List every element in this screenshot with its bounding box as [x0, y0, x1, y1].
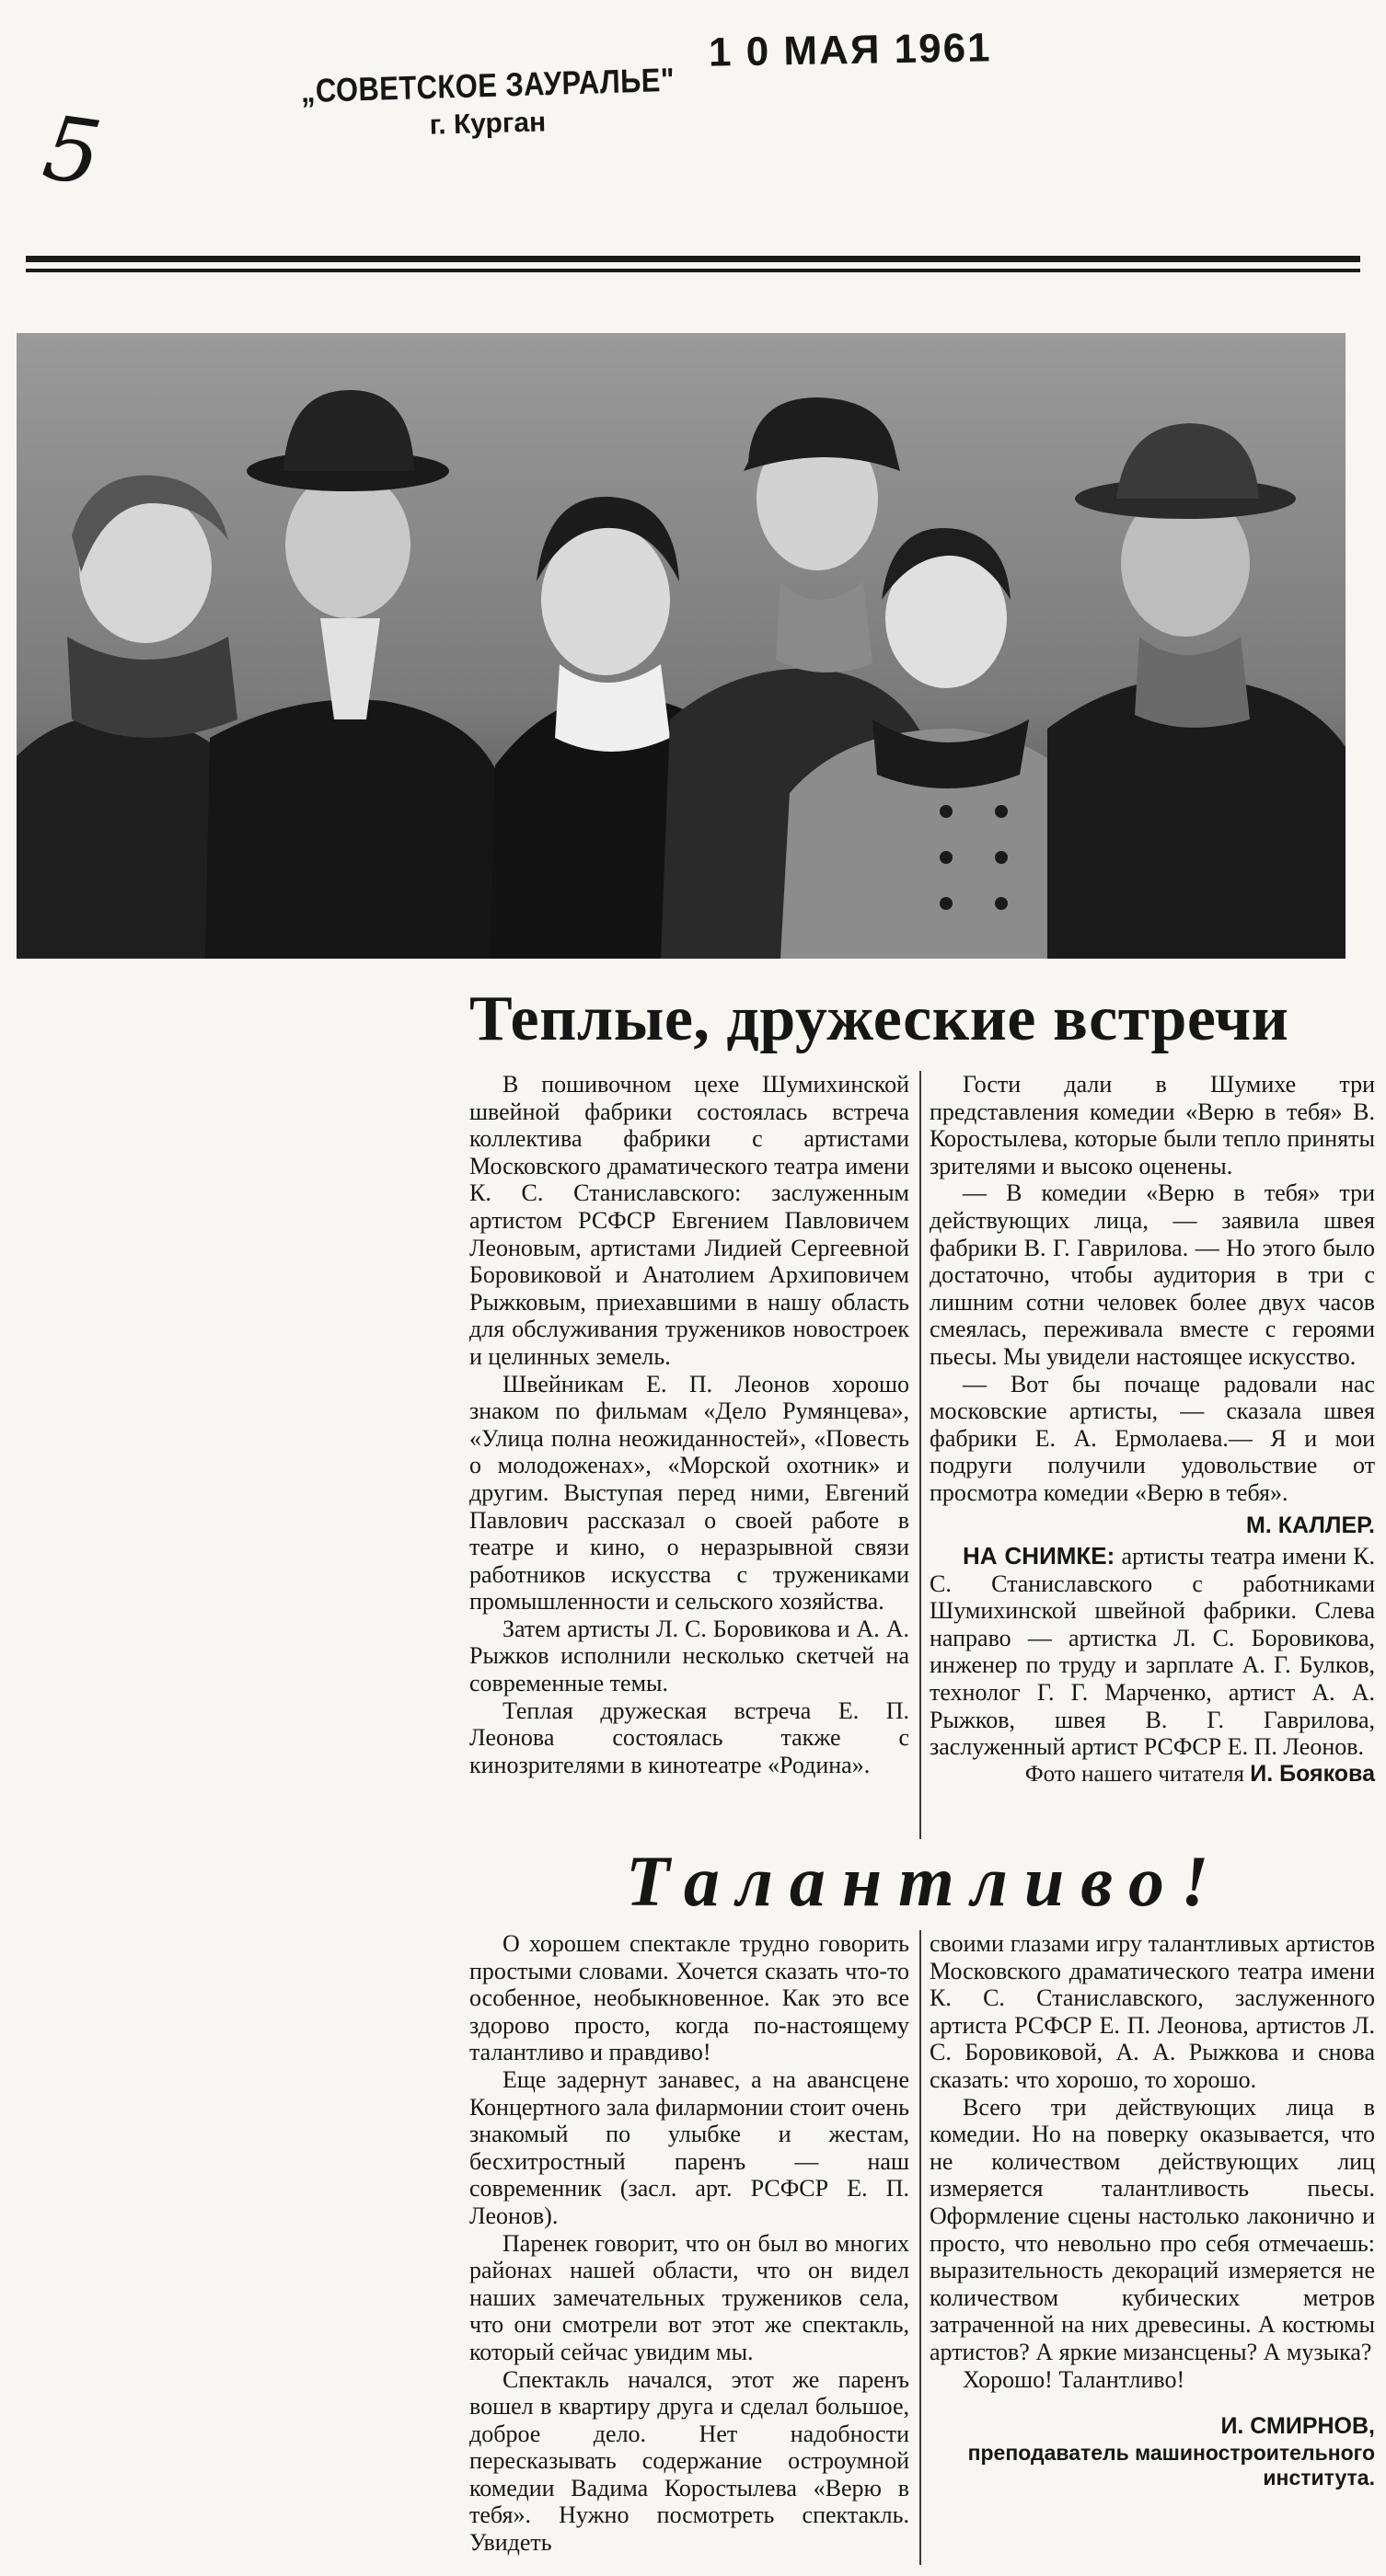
article-2-paragraph: Всего три действующих лица в комедии. Но на поверку оказывается, что не количеством действующих лиц измеряется талантливость пьесы. Оформление сцены настолько лаконично и просто, что невольно про себя отмечаешь: выразительность декораций измеряется не количеством кубических метров затраченной на них древесины. А костюмы артистов? А яркие мизансцены? А музыка? [930, 2093, 1375, 2365]
article-2-paragraph: Еще задернут занавес, а на авансцене Концертного зала филармонии стоит очень знакомый по улыбке и жестам, бесхитростный паренъ — наш современник (засл. арт. РСФСР Е. П. Леонов). [469, 2065, 909, 2229]
masthead-stamp [267, 60, 709, 141]
photo-credit-text: Фото нашего читателя [1024, 1761, 1251, 1787]
article-1-paragraph: — В комедии «Верю в тебя» три действующих лица, — заявила швея фабрики В. Г. Гаврилова. — Но этого было достаточно, чтобы аудитория в три с лишним сотни человек более двух часов смеялась, переживала вместе с героями пьесы. Мы увидели настоящее искусство. [930, 1179, 1375, 1370]
article-1-paragraph: — Вот бы почаще радовали нас московские артисты, — сказала швея фабрики Е. А. Ермолаева.— Я и мои подруги получили удовольствие от просмотра комедии «Верю в тебя». [930, 1370, 1375, 1506]
article-2-column-2 [930, 1930, 1375, 2490]
article-2-paragraph: Паренек говорит, что он был во многих районах нашей области, что он видел наших замечательных тружеников села, что они смотрели вот этот же спектакль, который сейчас увидим мы. [469, 2229, 909, 2365]
newspaper-name: „СОВЕТСКОЕ ЗАУРАЛЬЕ" [300, 60, 676, 110]
photo-credit [930, 1761, 1375, 1788]
newspaper-city: г. Курган [429, 107, 547, 141]
page-number-mark: 5 [37, 96, 108, 206]
article-2-signature: И. СМИРНОВ, [1220, 2413, 1375, 2440]
group-photo [17, 333, 1346, 959]
photo-caption [930, 1543, 1375, 1761]
article-2-column-1 [469, 1930, 909, 2557]
top-rule [26, 256, 1360, 262]
photo-credit-name: И. Боякова [1250, 1760, 1375, 1787]
article-1-column-1 [469, 1071, 909, 1778]
group-photo-illustration [17, 333, 1346, 959]
article-2-paragraph: О хорошем спектакле трудно говорить простыми словами. Хочется сказать что-то особенное, необыкновенное. Как это все здорово просто, когда по-настоящему талантливо и правдиво! [469, 1930, 909, 2066]
article-1-paragraph: Затем артисты Л. С. Боровикова и А. А. Рыжков исполнили несколько скетчей на современные темы. [469, 1615, 909, 1697]
article-1-column-2 [930, 1071, 1375, 1788]
article-1-headline: Теплые, дружеские встречи [469, 983, 1289, 1054]
article-2-paragraph: своими глазами игру талантливых артистов Московского драматического театра имени К. С. Станиславского, заслуженного артиста РСФСР Е. П. Леонова, артистов Л. С. Боровиковой, А. А. Рыжкова и снова сказать: что хорошо, то хорошо. [930, 1930, 1375, 2093]
article-1-paragraph: В пошивочном цехе Шумихинской швейной фабрики состоялась встреча коллектива фабрики с артистами Московского драматического театра имени К. С. Станиславского: заслуженным артистом РСФСР Евгением Павловичем Леоновым, артистами Лидией Сергеевной Боровиковой и Анатолием Архиповичем Рыжковым, приехавшими в нашу область для обслуживания тружеников новостроек и целинных земель. [469, 1071, 909, 1370]
photo-caption-label: НА СНИМКЕ: [963, 1542, 1115, 1570]
article-1-paragraph: Швейникам Е. П. Леонов хорошо знаком по фильмам «Дело Румянцева», «Улица полна неожиданностей», «Повесть о молодоженах», «Морской охотник» и другим. Выступая перед ними, Евгений Павлович рассказал о своей работе в театре и кино, о неразрывной связи работников искусства с тружениками промышленности и сельского хозяйства. [469, 1370, 909, 1616]
column-divider [919, 1071, 921, 1839]
article-2-author-affiliation: преподаватель машиностроительного института. [967, 2440, 1375, 2490]
date-stamp: 1 0 МАЯ 1961 [708, 25, 992, 75]
article-1-paragraph: Гости дали в Шумихе три представления комедии «Верю в тебя» В. Коростылева, которые были тепло приняты зрителями и высоко оценены. [930, 1071, 1375, 1179]
article-2-paragraph: Спектакль начался, этот же паренъ вошел в квартиру друга и сделал большое, доброе дело. Нет надобности пересказывать содержание остроумной комедии Вадима Коростылева «Верю в тебя». Нужно посмотреть спектакль. Увидеть [469, 2365, 909, 2557]
top-rule-thin [26, 269, 1360, 272]
article-2-headline: Талантливо! [626, 1841, 1226, 1921]
article-2-paragraph: Хорошо! Талантливо! [963, 2365, 1185, 2393]
article-1-paragraph: Теплая дружеская встреча Е. П. Леонова состоялась также с кинозрителями в кинотеатре «Родина». [469, 1696, 909, 1778]
photo-caption-text: артисты театра имени К. С. Станиславского с работниками Шумихинской швейной фабрики. Слева направо — артистка Л. С. Боровикова, инженер по труду и зарплате А. Г. Булков, технолог Г. Г. Марченко, артист А. А. Рыжков, швея В. Г. Гаврилова, заслуженный артист РСФСР Е. П. Леонов. [930, 1543, 1376, 1761]
article-1-signature: М. КАЛЛЕР. [1246, 1512, 1375, 1538]
column-divider [919, 1930, 921, 2565]
